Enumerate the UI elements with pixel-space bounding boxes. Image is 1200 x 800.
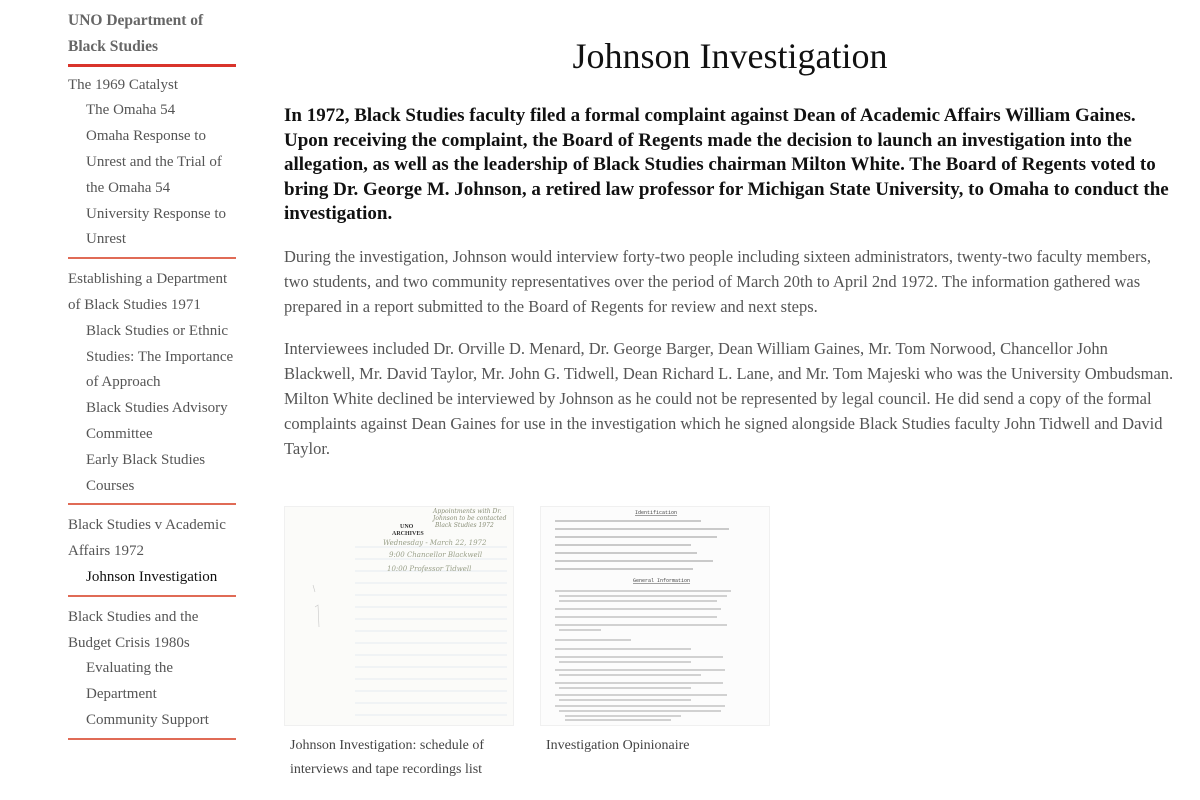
lead-paragraph: In 1972, Black Studies faculty filed a formal complaint against Dean of Academic Affairs William Gaines. Upon receiving the complaint, the Board of Regents made the decision to launch an investigation into the allegation, as well as the leadership of Black Studies chairman Milton White. The Board of Regents voted to bring Dr. George M. Johnson, a retired law professor for Michigan State University, to Omaha to conduct the investigation. xyxy=(284,105,1169,225)
form-subheading: General Information xyxy=(633,578,691,584)
nav-item-establishing[interactable]: Establishing a Department of Black Studies 1971 xyxy=(68,271,228,313)
opinionaire-document-image[interactable] xyxy=(540,506,770,726)
figure-opinionaire[interactable] xyxy=(540,506,768,782)
nav-group-1969-catalyst xyxy=(68,73,236,260)
page-title: Johnson Investigation xyxy=(572,36,888,76)
nav-item-omaha-response[interactable]: Omaha Response to Unrest and the Trial of the Omaha 54 xyxy=(86,128,222,196)
nav-item-early-courses[interactable]: Early Black Studies Courses xyxy=(86,451,206,494)
handwriting-line: Wednesday - March 22, 1972 xyxy=(383,539,487,547)
body-paragraph: During the investigation, Johnson would interview forty-two people including sixteen administrators, twenty-two faculty members, two students, and two community representatives over the period of March 20th to April 2nd 1972. The information gathered was prepared in a report submitted to the Board of Regents for review and next steps. xyxy=(284,246,1151,316)
handwriting-line: 9:00 Chancellor Blackwell xyxy=(389,551,483,559)
sidebar-nav xyxy=(68,8,236,740)
figure-gallery xyxy=(284,506,768,782)
nav-group-budget-crisis xyxy=(68,605,236,740)
handwriting-line: Johnson to be contacted xyxy=(433,515,507,522)
nav-item-1969-catalyst[interactable]: The 1969 Catalyst xyxy=(68,76,178,93)
stamp-archives: ARCHIVES xyxy=(392,531,424,537)
schedule-document-image[interactable] xyxy=(284,506,514,726)
nav-item-omaha-54[interactable]: The Omaha 54 xyxy=(86,102,176,119)
figure-caption: Johnson Investigation: schedule of interviews and tape recordings list xyxy=(290,738,485,777)
figure-caption: Investigation Opinionaire xyxy=(546,738,690,753)
nav-item-advisory-committee[interactable]: Black Studies Advisory Committee xyxy=(86,400,228,442)
nav-item-ethnic-studies[interactable]: Black Studies or Ethnic Studies: The Importance of Approach xyxy=(86,322,234,391)
nav-item-community-support[interactable]: Community Support xyxy=(86,711,209,728)
nav-item-johnson-investigation[interactable]: Johnson Investigation xyxy=(86,568,218,585)
nav-group-academic-affairs xyxy=(68,513,236,596)
nav-item-academic-affairs[interactable]: Black Studies v Academic Affairs 1972 xyxy=(68,517,226,560)
main-content xyxy=(284,34,1176,461)
handwriting-line: 10:00 Professor Tidwell xyxy=(387,565,472,573)
nav-item-university-response[interactable]: University Response to Unrest xyxy=(86,205,226,248)
nav-item-evaluating[interactable]: Evaluating the Department xyxy=(86,660,174,703)
handwriting-line: Appointments with Dr. xyxy=(433,508,502,515)
nav-group-establishing xyxy=(68,267,236,505)
body-paragraph: Interviewees included Dr. Orville D. Menard, Dr. George Barger, Dean William Gaines, Mr. Tom Norwood, Chancellor John Blackwell, Mr. David Taylor, Mr. John G. Tidwell, Dean Richard L. Lane, and Mr. Tom Majeski who was the University Ombudsman. Milton White declined be interviewed by Johnson as he could not be represented by legal council. He did send a copy of the formal complaints against Dean Gaines for use in the investigation which he signed alongside Black Studies faculty John Tidwell and David Taylor. xyxy=(284,339,1174,458)
site-title-link[interactable]: UNO Department of Black Studies xyxy=(68,8,236,67)
handwriting-line: Black Studies 1972 xyxy=(435,522,494,529)
figure-schedule[interactable] xyxy=(284,506,512,782)
stamp-uno: UNO xyxy=(400,524,414,530)
form-heading: Identification xyxy=(635,510,678,516)
nav-item-budget-crisis[interactable]: Black Studies and the Budget Crisis 1980s xyxy=(68,608,199,651)
